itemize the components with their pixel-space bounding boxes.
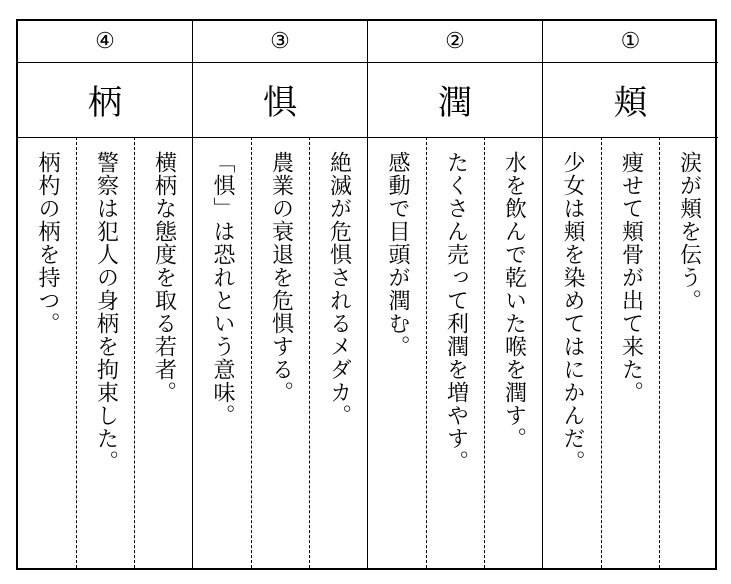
sentence-area [368,137,542,568]
column-number: ① [543,21,718,63]
sentence-strip [484,137,542,568]
sentence-area [543,137,718,568]
sentence-strip [309,137,367,568]
sentence-strip [368,137,426,568]
sentence-strip [193,137,251,568]
sentence-strip [601,137,659,568]
sentence-area [18,137,192,568]
sentence-strip [543,137,601,568]
kanji-column-1 [543,21,718,568]
example-sentence: 痩せて頬骨が出て来た。 [618,151,644,404]
column-kanji: 潤 [368,62,542,138]
example-sentence: 警察は犯人の身柄を拘束した。 [93,151,119,473]
sentence-area [193,137,367,568]
example-sentence: 柄杓の柄を持つ。 [35,151,60,335]
kanji-worksheet [16,19,717,570]
example-sentence: 水を飲んで乾いた喉を潤す。 [501,151,527,450]
example-sentence: 農業の衰退を危惧する。 [268,151,294,404]
sentence-strip [134,137,192,568]
example-sentence: 少女は頬を染めてはにかんだ。 [560,151,585,473]
sentence-strip [18,137,76,568]
column-kanji: 頬 [543,62,718,138]
example-sentence: 「惧」は恐れという意味。 [210,151,235,427]
example-sentence: 横柄な態度を取る若者。 [151,151,177,404]
sentence-strip [251,137,309,568]
kanji-column-3 [193,21,368,568]
sentence-strip [426,137,484,568]
kanji-column-4 [18,21,193,568]
kanji-column-2 [368,21,543,568]
example-sentence: たくさん売って利潤を増やす。 [443,151,469,473]
sentence-strip [76,137,134,568]
column-number: ③ [193,21,367,63]
sentence-strip [659,137,717,568]
column-kanji: 惧 [193,62,367,138]
column-number: ④ [18,21,192,63]
example-sentence: 涙が頬を伝う。 [676,151,702,312]
example-sentence: 絶滅が危惧されるメダカ。 [326,151,352,427]
column-number: ② [368,21,542,63]
example-sentence: 感動で目頭が潤む。 [385,151,410,358]
column-kanji: 柄 [18,62,192,138]
